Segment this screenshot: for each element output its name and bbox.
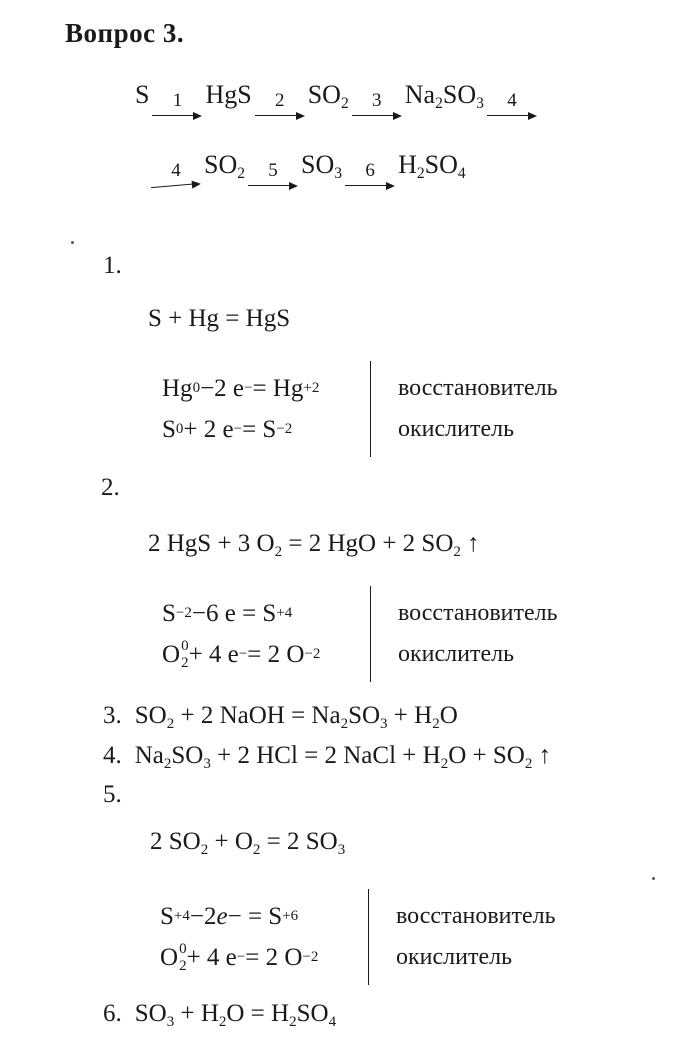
arrow-step-number: 6	[365, 160, 375, 181]
step-1-equation: S + Hg = HgS	[148, 305, 291, 332]
step-6-equation: $SO_3 + H_2O = H_2SO_4$	[134, 1000, 337, 1030]
step-4-line	[103, 742, 551, 773]
arrow-step-number: 5	[268, 160, 278, 181]
step-5-number: 5.	[103, 781, 122, 808]
redox-formula: S +4 −2 e − = S +6	[160, 902, 299, 930]
redox-label: окислитель	[398, 641, 515, 667]
redox-half-reactions	[162, 593, 370, 675]
arrow-step-number: 2	[274, 90, 285, 111]
reaction-arrow-icon	[487, 91, 537, 121]
scan-speck	[71, 241, 74, 244]
step-4-number: 4.	[103, 742, 122, 769]
step-1-number: 1.	[103, 252, 122, 279]
reaction-arrow-icon	[152, 91, 202, 121]
redox-labels	[369, 896, 556, 978]
redox-label: окислитель	[396, 944, 513, 970]
step-1-redox-block	[162, 368, 558, 450]
redox-formula: O 0 2 + 4 e − = 2 O −2	[162, 637, 321, 671]
arrow-step-number: 3	[372, 90, 382, 111]
step-6-number: 6.	[103, 1000, 122, 1027]
redox-labels	[371, 368, 558, 450]
arrow-step-number: 4	[507, 90, 517, 111]
reaction-chain-line-1: S 1 HgS 2 $SO_2$ 3 $Na_2SO_3$ 4	[135, 80, 540, 121]
step-5-redox-block	[160, 896, 556, 978]
redox-half-reactions	[162, 368, 370, 450]
reaction-arrow-icon	[352, 91, 402, 121]
redox-half-reactions	[160, 896, 368, 978]
redox-label: восстановитель	[398, 375, 558, 401]
arrow-step-number: 4	[171, 160, 181, 181]
redox-label: восстановитель	[398, 600, 558, 626]
step-3-equation: $SO_2 + 2$ NaOH = $Na_2SO_3 + H_2O$	[134, 702, 458, 732]
reaction-arrow-icon	[255, 91, 305, 121]
redox-formula: S −2 −6 e = S +4	[162, 599, 293, 627]
reaction-arrow-icon	[248, 161, 298, 191]
step-4-equation: $Na_2SO_3 + 2$ HCl = 2 NaCl + $H_2O + SO_2$ ↑	[134, 742, 552, 772]
step-3-number: 3.	[103, 702, 122, 729]
reaction-arrow-icon	[151, 161, 201, 191]
scan-speck	[652, 877, 655, 880]
redox-formula: O 0 2 + 4 e − = 2 O −2	[160, 940, 319, 974]
redox-labels	[371, 593, 558, 675]
step-6-line	[103, 1000, 336, 1031]
step-5-equation: 2 $SO_2 + O_2 = 2$ $SO_3$	[150, 828, 346, 858]
reaction-arrow-icon	[345, 161, 395, 191]
page-title: Вопрос 3.	[65, 18, 185, 48]
step-3-line	[103, 702, 458, 733]
reaction-chain-line-2: 4 $SO_2$ 5 $SO_3$ 6 $H_2SO_4$	[148, 150, 466, 191]
step-2-redox-block	[162, 593, 558, 675]
redox-label: окислитель	[398, 416, 515, 442]
redox-formula: Hg 0 −2 e − = Hg +2	[162, 374, 320, 402]
redox-formula: S 0 + 2 e − = S −2	[162, 415, 293, 443]
arrow-step-number: 1	[172, 90, 183, 111]
redox-label: восстановитель	[396, 903, 556, 929]
step-2-equation: 2 HgS + 3 $O_2 = 2$ HgO + 2 $SO_2$ ↑	[148, 530, 480, 560]
step-2-number: 2.	[101, 474, 120, 501]
